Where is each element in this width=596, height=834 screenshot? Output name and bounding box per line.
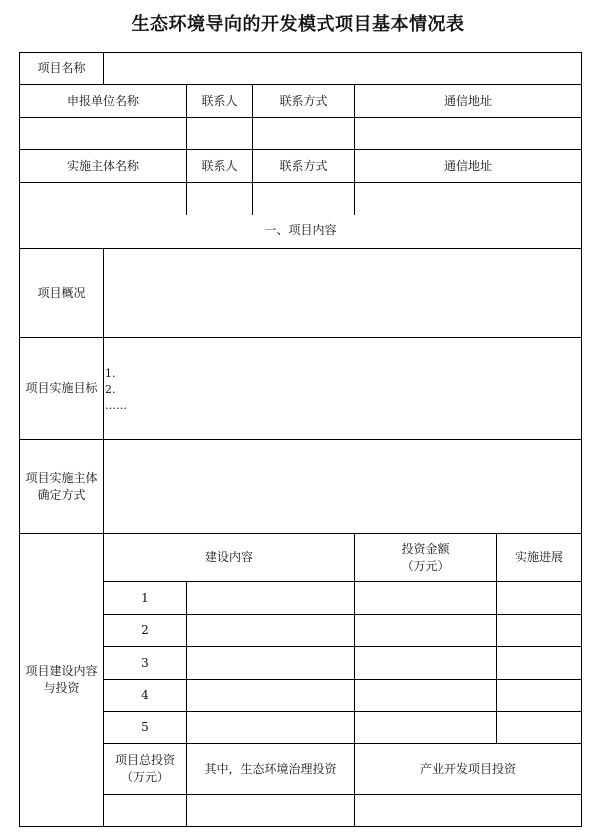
implementer-contact-method-header: 联系方式: [279, 158, 328, 173]
project-name-label: 项目名称: [37, 61, 86, 75]
applicant-contact-header: 联系人: [201, 93, 238, 108]
applicant-unit-name-header: 申报单位名称: [66, 93, 139, 108]
implementer-method-label: [20, 440, 103, 533]
row-number: 5: [141, 720, 149, 734]
construction-label-line2: 与投资: [43, 681, 80, 695]
section-heading-project-content: 一、项目内容: [264, 223, 337, 237]
row-number: 3: [141, 655, 149, 670]
row-number: 2: [141, 623, 149, 637]
page-title: 生态环境导向的开发模式项目基本情况表: [131, 14, 465, 35]
progress-header: 实施进展: [514, 550, 563, 564]
investment-amount-header: [355, 534, 496, 581]
total-investment-header-line1: 项目总投资: [114, 753, 175, 767]
goal-item: 2.: [105, 383, 116, 396]
implementer-contact-header: 联系人: [201, 158, 238, 173]
implementer-method-label-line2: 确定方式: [37, 487, 86, 502]
applicant-address-header: 通信地址: [443, 93, 492, 108]
construction-investment-label: [20, 534, 103, 826]
project-overview-label: 项目概况: [37, 285, 86, 300]
row-divider: [103, 794, 582, 795]
row-divider: [19, 182, 582, 183]
implementer-unit-name-header: 实施主体名称: [66, 158, 139, 173]
investment-amount-header-line1: 投资金额: [401, 541, 450, 556]
table-border-right: [581, 52, 582, 827]
total-investment-header-line2: （万元）: [120, 770, 169, 784]
row-number: 1: [141, 590, 149, 605]
eco-investment-header: 其中，生态环境治理投资: [204, 761, 337, 776]
goal-item: 1.: [105, 367, 116, 380]
construction-content-header: 建设内容: [204, 550, 253, 564]
industry-investment-header: 产业开发项目投资: [419, 761, 516, 776]
applicant-contact-method-header: 联系方式: [279, 93, 328, 108]
row-divider: [19, 117, 582, 118]
total-investment-header: [104, 744, 186, 794]
project-goals-label: 项目实施目标: [25, 381, 98, 395]
project-goals-list: [105, 366, 127, 414]
construction-label-line1: 项目建设内容: [25, 664, 98, 678]
col-divider: [103, 52, 104, 85]
investment-amount-header-line2: （万元）: [401, 558, 450, 573]
row-number: 4: [141, 688, 149, 702]
implementer-method-label-line1: 项目实施主体: [25, 470, 98, 485]
goal-item: ……: [105, 399, 127, 412]
implementer-address-header: 通信地址: [443, 158, 492, 173]
